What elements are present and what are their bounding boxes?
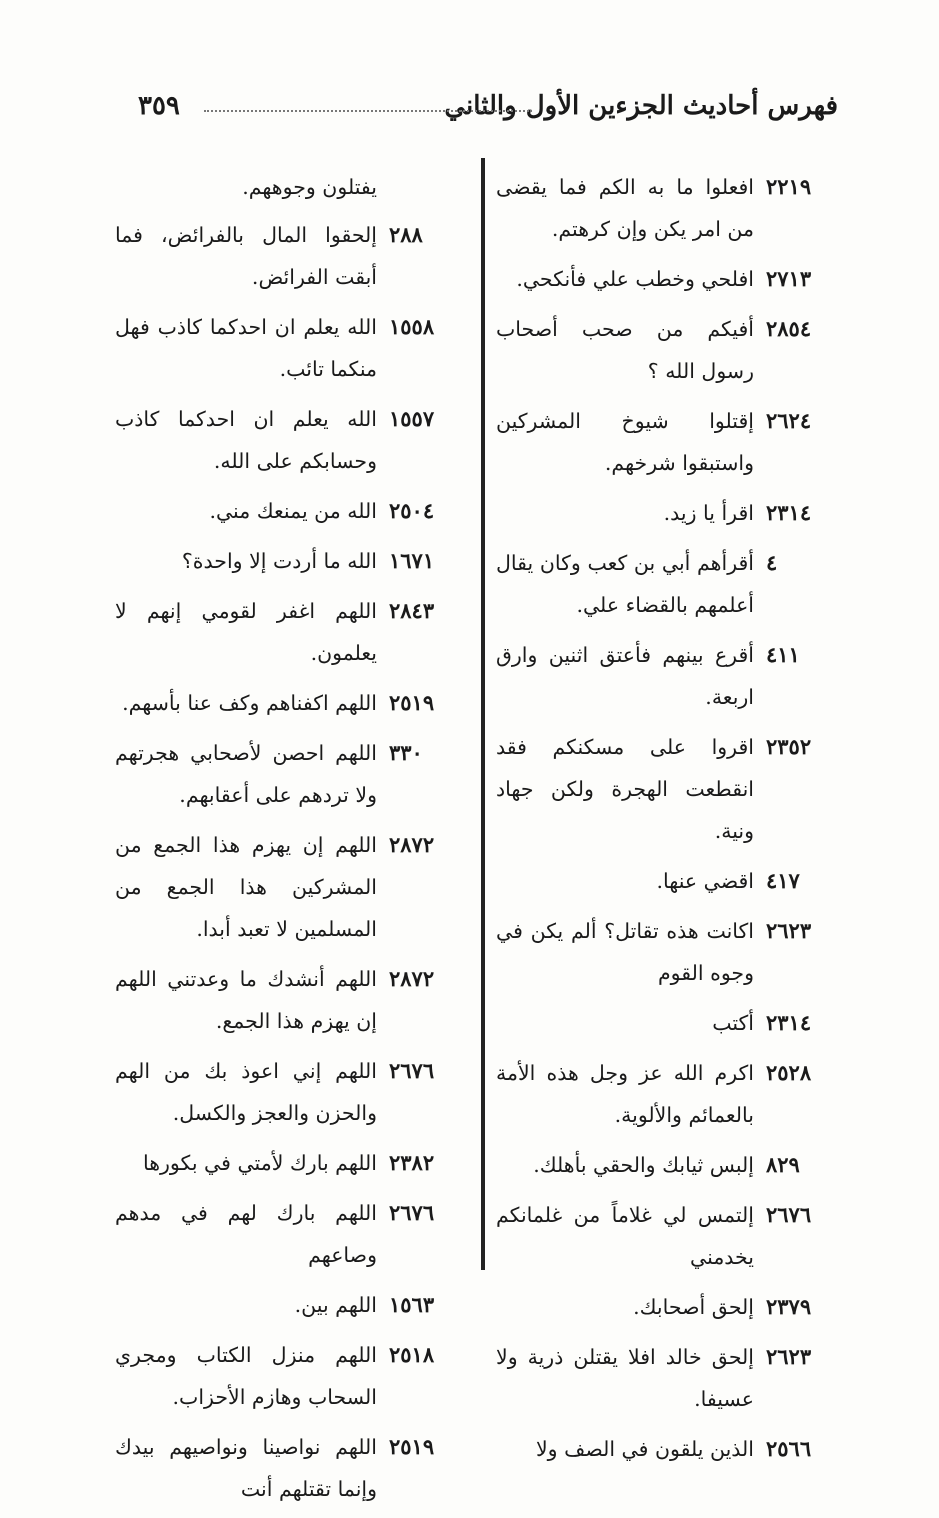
hadith-number: ٢٨٨ bbox=[389, 222, 423, 247]
hadith-text: اللهم إن يهزم هذا الجمع من المشركين هذا الجمع من المسلمين لا تعبد أبدا. bbox=[115, 833, 377, 941]
hadith-text: اللهم أنشدك ما وعدتني اللهم إن يهزم هذا الجمع. bbox=[115, 967, 377, 1033]
index-entry bbox=[115, 590, 459, 674]
index-entry bbox=[115, 958, 459, 1042]
index-entry bbox=[496, 492, 836, 534]
index-entry bbox=[496, 542, 836, 626]
index-entry bbox=[496, 166, 836, 250]
hadith-number: ٢٦٧٦ bbox=[389, 1200, 435, 1225]
index-entry bbox=[496, 860, 836, 902]
index-entry bbox=[496, 1336, 836, 1420]
index-entry bbox=[496, 1002, 836, 1044]
hadith-number: ٢٨٥٤ bbox=[766, 316, 812, 341]
index-column-right bbox=[496, 166, 836, 1478]
hadith-text: اللهم نواصينا ونواصيهم بيدك وإنما تقتلهم أنت bbox=[115, 1435, 377, 1501]
hadith-number: ٤١١ bbox=[766, 642, 800, 667]
index-entry bbox=[115, 214, 459, 298]
hadith-text: افعلوا ما به الكم فما يقضى من امر يكن وإن كرهتم. bbox=[496, 175, 754, 241]
index-entry bbox=[496, 910, 836, 994]
hadith-text: الذين يلقون في الصف ولا bbox=[535, 1437, 754, 1461]
hadith-text: اللهم بارك لهم في مدهم وصاعهم bbox=[115, 1201, 377, 1267]
hadith-number: ١٦٧١ bbox=[389, 548, 435, 573]
hadith-number: ٢٨٧٢ bbox=[389, 966, 435, 991]
hadith-text: الله يعلم ان احدكما كاذب وحسابكم على الله. bbox=[115, 407, 377, 473]
index-entry bbox=[496, 1052, 836, 1136]
hadith-text: الله ما أردت إلا واحدة؟ bbox=[181, 549, 377, 573]
hadith-number: ٢٧١٣ bbox=[766, 266, 812, 291]
index-entry bbox=[115, 398, 459, 482]
hadith-text: اللهم بين. bbox=[294, 1293, 377, 1317]
index-entry bbox=[115, 540, 459, 582]
hadith-text: اللهم احصن لأصحابي هجرتهم ولا تردهم على أعقابهم. bbox=[115, 741, 377, 807]
index-entry bbox=[115, 1426, 459, 1510]
index-entry bbox=[496, 258, 836, 300]
hadith-number: ٢٣٧٩ bbox=[766, 1294, 812, 1319]
hadith-number: ٢٥٦٦ bbox=[766, 1436, 812, 1461]
index-entry bbox=[496, 400, 836, 484]
hadith-number: ٣٣٠ bbox=[389, 740, 423, 765]
hadith-number: ٢٦٧٦ bbox=[389, 1058, 435, 1083]
hadith-text: الله يعلم ان احدكما كاذب فهل منكما تائب. bbox=[115, 315, 377, 381]
hadith-text: افلحي وخطب علي فأنكحي. bbox=[516, 267, 754, 291]
hadith-text: اللهم بارك لأمتي في بكورها bbox=[142, 1151, 377, 1175]
hadith-number: ٢٥٠٤ bbox=[389, 498, 435, 523]
hadith-text: اللهم اغفر لقومي إنهم لا يعلمون. bbox=[115, 599, 377, 665]
hadith-text: إلحق خالد افلا يقتلن ذرية ولا عسيفا. bbox=[496, 1345, 754, 1411]
hadith-number: ٢٣١٤ bbox=[766, 1010, 812, 1035]
hadith-number: ٢٦٢٤ bbox=[766, 408, 812, 433]
hadith-number: ٢٢١٩ bbox=[766, 174, 812, 199]
index-entry bbox=[115, 1334, 459, 1418]
index-entry bbox=[115, 732, 459, 816]
hadith-text: أفيكم من صحب أصحاب رسول الله ؟ bbox=[496, 317, 754, 383]
hadith-number: ٤ bbox=[766, 550, 778, 575]
index-entry bbox=[115, 682, 459, 724]
hadith-text: إلحق أصحابك. bbox=[633, 1295, 754, 1319]
index-entry bbox=[496, 1428, 836, 1470]
index-entry bbox=[496, 308, 836, 392]
index-entry bbox=[115, 824, 459, 950]
hadith-text: أكتب bbox=[712, 1011, 754, 1035]
index-entry bbox=[496, 1286, 836, 1328]
page-header bbox=[138, 86, 838, 130]
hadith-text: اللهم اكفناهم وكف عنا بأسهم. bbox=[122, 691, 377, 715]
hadith-text: اقضي عنها. bbox=[656, 869, 754, 893]
index-entry bbox=[115, 306, 459, 390]
hadith-text: اكرم الله عز وجل هذه الأمة بالعمائم والألوية. bbox=[496, 1061, 754, 1127]
hadith-number: ٢٣٥٢ bbox=[766, 734, 812, 759]
hadith-text: اللهم إني اعوذ بك من الهم والحزن والعجز والكسل. bbox=[115, 1059, 377, 1125]
index-entry bbox=[496, 634, 836, 718]
index-entry bbox=[115, 490, 459, 532]
index-entry bbox=[115, 1284, 459, 1326]
hadith-number: ٤١٧ bbox=[766, 868, 800, 893]
hadith-number: ١٥٥٧ bbox=[389, 406, 435, 431]
hadith-number: ١٥٦٣ bbox=[389, 1292, 435, 1317]
hadith-number: ٢٦٢٣ bbox=[766, 1344, 812, 1369]
hadith-number: ٢٣٨٢ bbox=[389, 1150, 435, 1175]
hadith-text: إلحقوا المال بالفرائض، فما أبقت الفرائض. bbox=[115, 223, 377, 289]
hadith-number: ٢٦٢٣ bbox=[766, 918, 812, 943]
hadith-number: ٢٥١٩ bbox=[389, 690, 435, 715]
index-column-left bbox=[115, 166, 459, 1518]
hadith-number: ٢٥١٩ bbox=[389, 1434, 435, 1459]
index-entry bbox=[115, 1192, 459, 1276]
page-title: فهرس أحاديث الجزءين الأول والثاني bbox=[444, 91, 838, 121]
index-entry bbox=[496, 1194, 836, 1278]
hadith-text: إقتلوا شيوخ المشركين واستبقوا شرخهم. bbox=[496, 409, 754, 475]
hadith-text: أقرع بينهم فأعتق اثنين وارق اربعة. bbox=[496, 643, 754, 709]
hadith-number: ٢٨٧٢ bbox=[389, 832, 435, 857]
hadith-number: ٢٥١٨ bbox=[389, 1342, 435, 1367]
index-entry bbox=[496, 726, 836, 852]
index-entry bbox=[115, 1142, 459, 1184]
hadith-text: إلتمس لي غلاماً من غلمانكم يخدمني bbox=[496, 1203, 754, 1269]
hadith-text: اكانت هذه تقاتل؟ ألم يكن في وجوه القوم bbox=[496, 919, 754, 985]
hadith-text: اقروا على مسكنكم فقد انقطعت الهجرة ولكن جهاد ونية. bbox=[496, 735, 754, 843]
hadith-text: إلبس ثيابك والحقي بأهلك. bbox=[533, 1153, 754, 1177]
hadith-number: ٨٢٩ bbox=[766, 1152, 800, 1177]
hadith-number: ٢٦٧٦ bbox=[766, 1202, 812, 1227]
index-entry bbox=[115, 1050, 459, 1134]
hadith-number: ٢٨٤٣ bbox=[389, 598, 435, 623]
hadith-number: ٢٥٢٨ bbox=[766, 1060, 812, 1085]
dotted-leader bbox=[204, 110, 532, 112]
hadith-text: اقرأ يا زيد. bbox=[663, 501, 754, 525]
page-number: ٣٥٩ bbox=[138, 91, 180, 121]
hadith-text: اللهم منزل الكتاب ومجري السحاب وهازم الأحزاب. bbox=[115, 1343, 377, 1409]
index-entry bbox=[496, 1144, 836, 1186]
hadith-number: ٢٣١٤ bbox=[766, 500, 812, 525]
column-divider bbox=[481, 158, 485, 1270]
hadith-number: ١٥٥٨ bbox=[389, 314, 435, 339]
continued-entry-text: يفتلون وجوههم. bbox=[242, 175, 377, 199]
hadith-text: الله من يمنعك مني. bbox=[209, 499, 377, 523]
hadith-text: أقرأهم أبي بن كعب وكان يقال أعلمهم بالقضاء علي. bbox=[496, 551, 754, 617]
